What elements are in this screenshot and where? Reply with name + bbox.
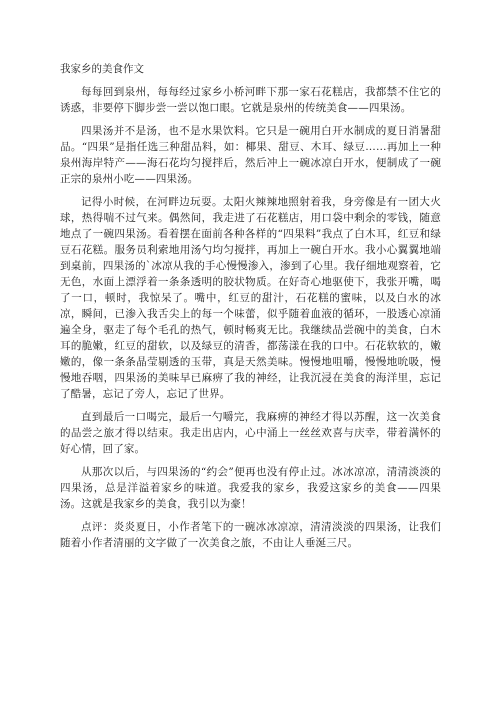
paragraph-ending: 直到最后一口喝完，最后一勺嚼完，我麻痹的神经才得以苏醒，这一次美食的品尝之旅才得以结束。我走出店内，心中涌上一丝丝欢喜与庆幸，带着满怀的好心情，回了家。	[60, 411, 441, 455]
paragraph-definition: 四果汤并不是汤，也不是水果饮料。它只是一碗用白开水制成的夏日消暑甜品。“四果”是指任选三种甜品料，如：椰果、甜豆、木耳、绿豆……再加上一种泉州海岸特产——海石花均匀搅拌后，然后冲上一碗冰凉白开水，便制成了一碗正宗的泉州小吃——四果汤。	[60, 125, 441, 185]
paragraph-intro: 每每回到泉州，每每经过家乡小桥河畔下那一家石花糕店，我都禁不住它的诱惑，非要停下脚步尝一尝以饱口眼。它就是泉州的传统美食——四果汤。	[60, 86, 441, 114]
paragraph-conclusion: 从那次以后，与四果汤的“约会”便再也没有停止过。冰冰凉凉，清清淡淡的四果汤，总是洋溢着家乡的味道。我爱我的家乡，我爱这家乡的美食——四果汤。这就是我家乡的美食，我引以为豪！	[60, 466, 441, 510]
document-title: 我家乡的美食作文	[60, 63, 144, 75]
paragraph-comment: 点评：炎炎夏日，小作者笔下的一碗冰冰凉凉，清清淡淡的四果汤，让我们随着小作者清丽的文字做了一次美食之旅，不由让人垂涎三尺。	[60, 521, 441, 549]
document-page	[60, 62, 441, 558]
paragraph-memory: 记得小时候，在河畔边玩耍。太阳火辣辣地照射着我，身旁像是有一团大火球，热得喘不过气来。偶然间，我走进了石花糕店，用口袋中剩余的零钱，随意地点了一碗四果汤。看着摆在面前各种各样的“四果料”我点了白木耳，红豆和绿豆石花糕。服务员利索地用汤勺均匀搅拌，再加上一碗白开水。我小心翼翼地端到桌前，四果汤的`冰凉从我的手心慢慢渗入，渗到了心里。我仔细地观察着，它无色，水面上漂浮着一条条透明的胶状物质。在好奇心地驱使下，我张开嘴，喝了一口，顿时，我惊呆了。嘴中，红豆的甜汁，石花糕的蜜味，以及白水的冰凉，瞬间，已渗入我舌尖上的每一个味蕾，似乎随着血液的循环，一股透心凉涌遍全身，驱走了每个毛孔的热气，顿时畅爽无比。我继续品尝碗中的美食，白木耳的脆嫩，红豆的甜软，以及绿豆的清香，都荡漾在我的口中。石花软软的，嫩嫩的，像一条条晶莹剔透的玉带，真是天然美味。慢慢地咀嚼，慢慢地吮吸，慢慢地吞咽，四果汤的美味早已麻痹了我的神经，让我沉浸在美食的海洋里，忘记了酷暑，忘记了旁人，忘记了世界。	[60, 196, 441, 400]
